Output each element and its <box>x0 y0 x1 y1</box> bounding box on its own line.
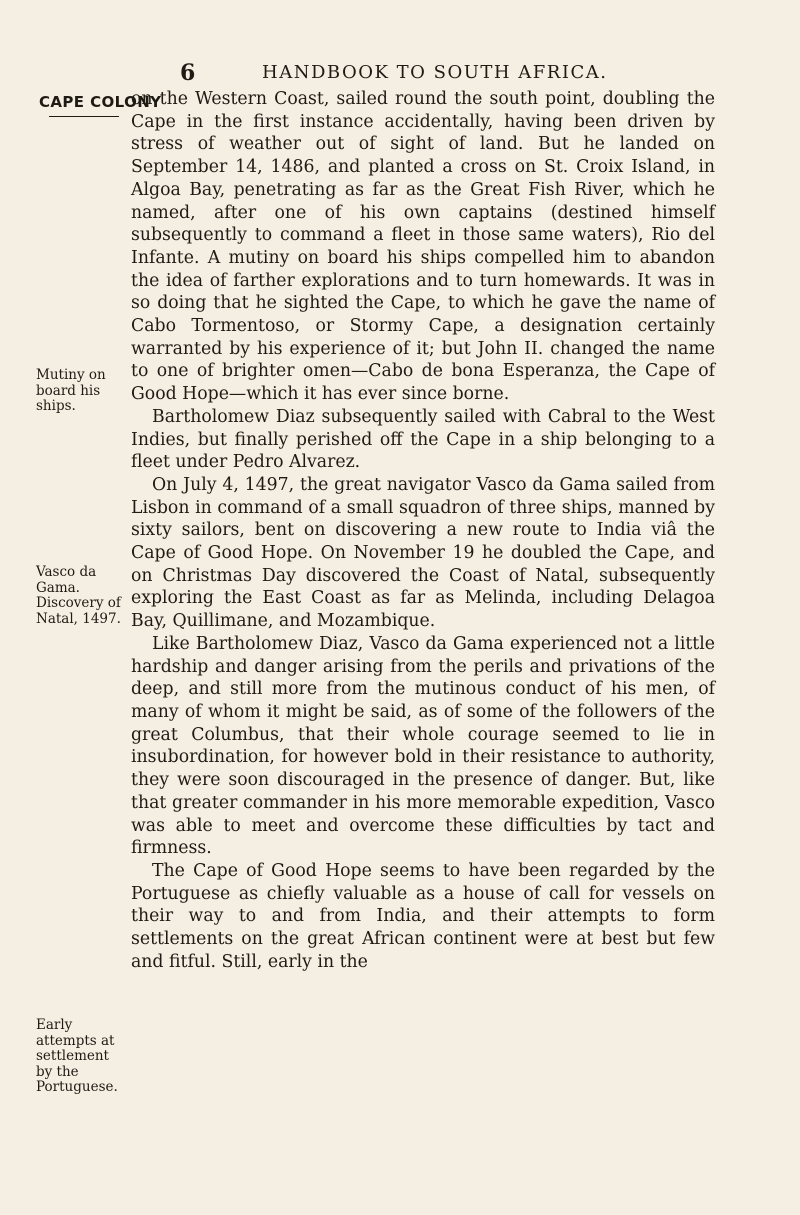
section-heading: CAPE COLONY <box>39 93 162 111</box>
body-text <box>131 88 715 973</box>
page-number: 6 <box>180 60 196 86</box>
paragraph: The Cape of Good Hope seems to have been regarded by the Portuguese as chiefly valuable as a house of call for vessels on their way to and from India, and their attempts to form settlements on the great African continent were at best but few and fitful. Still, early in the <box>131 860 715 972</box>
section-heading-rule <box>49 116 119 117</box>
paragraph: On July 4, 1497, the great navigator Vasco da Gama sailed from Lisbon in command of a small squadron of three ships, manned by sixty sailors, bent on discovering a new route to India viâ the Cape of Good Hope. On November 19 he doubled the Cape, and on Christmas Day discovered the Coast of Natal, subsequently exploring the East Coast as far as Melinda, including Delagoa Bay, Quillimane, and Mozambique. <box>131 474 715 632</box>
margin-note-vasco-da-gama: Vasco da Gama. Discovery of Natal, 1497. <box>36 564 121 627</box>
paragraph: Bartholomew Diaz subsequently sailed with Cabral to the West Indies, but finally perished off the Cape in a ship belonging to a fleet under Pedro Alvarez. <box>131 406 715 473</box>
margin-note-mutiny: Mutiny on board his ships. <box>36 367 106 414</box>
paragraph: Like Bartholomew Diaz, Vasco da Gama experienced not a little hardship and danger arising from the perils and privations of the deep, and still more from the mutinous conduct of his men, of many of whom it might be said, as of some of the followers of the great Columbus, that their whole courage seemed to lie in insubordination, for however bold in their resistance to authority, they were soon discouraged in the presence of danger. But, like that greater commander in his more memorable expedition, Vasco was able to meet and overcome these difficulties by tact and firmness. <box>131 633 715 859</box>
margin-note-early-settlement: Early attempts at settlement by the Portuguese. <box>36 1017 118 1095</box>
running-title: HANDBOOK TO SOUTH AFRICA. <box>262 62 608 83</box>
paragraph: on the Western Coast, sailed round the south point, doubling the Cape in the first instance accidentally, having been driven by stress of weather out of sight of land. But he landed on September 14, 1486, and planted a cross on St. Croix Island, in Algoa Bay, penetrating as far as the Great Fish River, which he named, after one of his own captains (destined himself subsequently to command a fleet in those same waters), Rio del Infante. A mutiny on board his ships compelled him to abandon the idea of farther explorations and to turn homewards. It was in so doing that he sighted the Cape, to which he gave the name of Cabo Tormentoso, or Stormy Cape, a designation certainly warranted by his experience of it; but John II. changed the name to one of brighter omen—Cabo de bona Esperanza, the Cape of Good Hope—which it has ever since borne. <box>131 89 715 405</box>
